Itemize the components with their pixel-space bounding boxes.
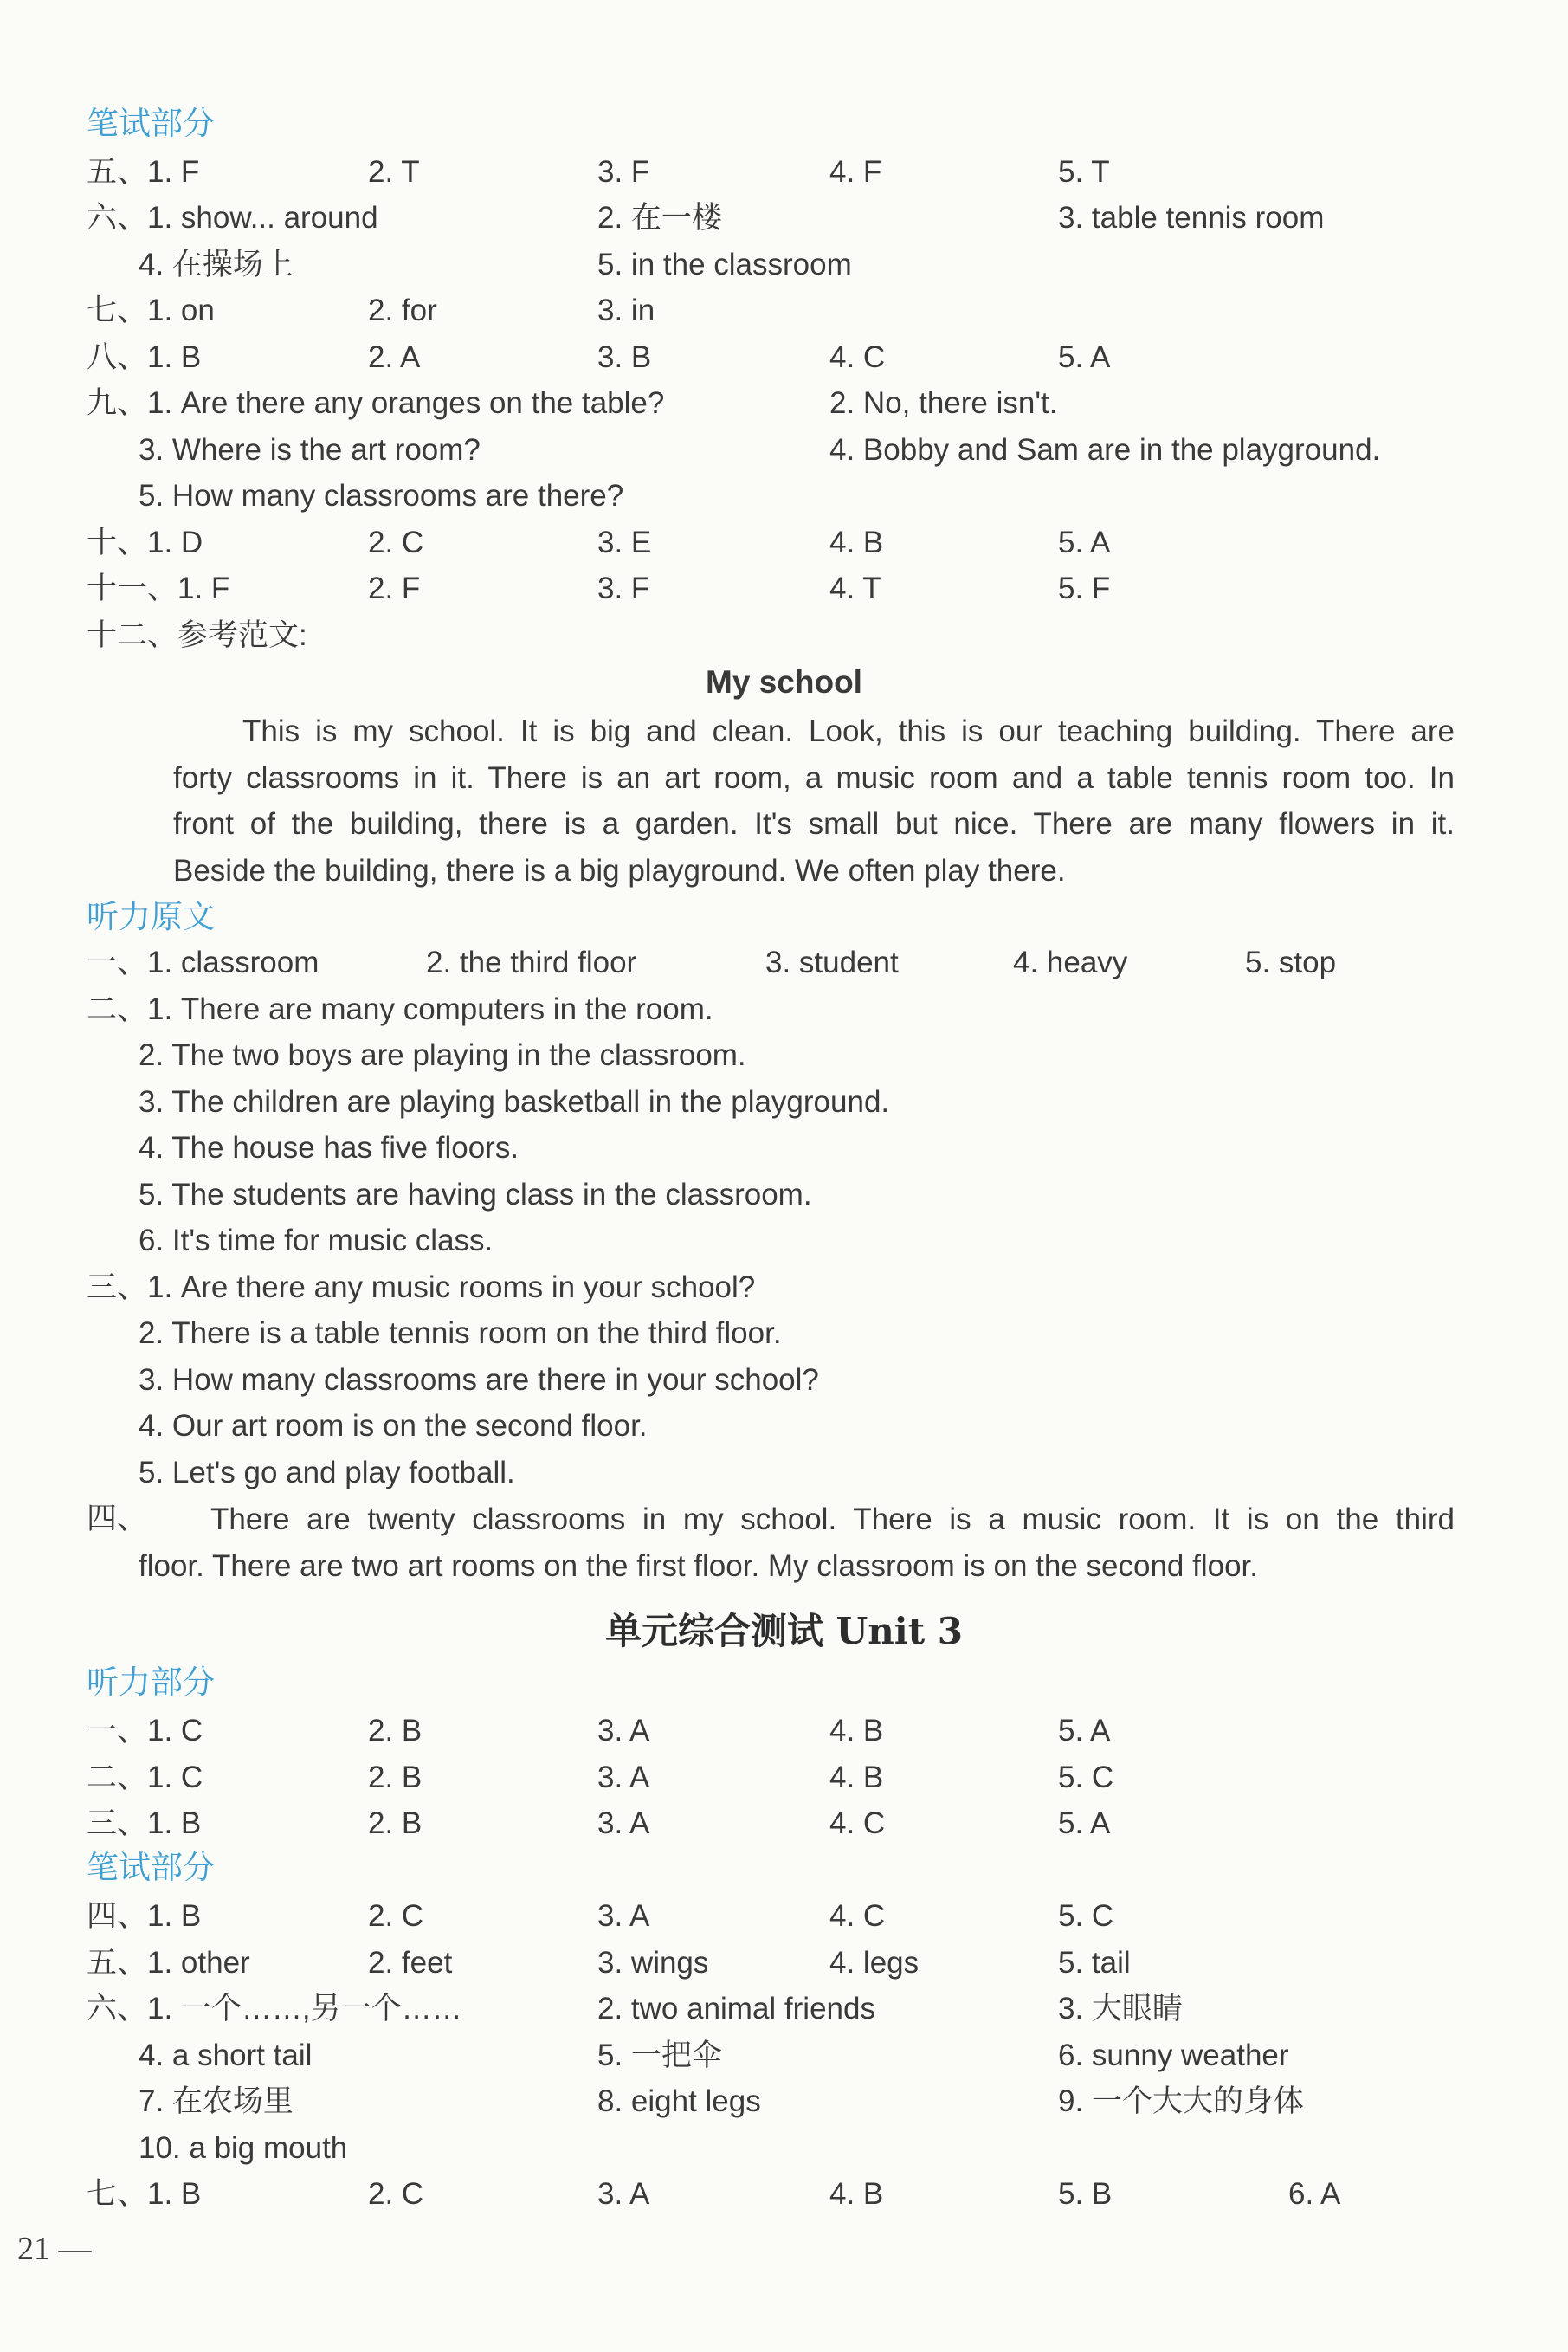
- answer-cell: 5. F: [1058, 572, 1111, 605]
- answer-cell: 4. B: [829, 2177, 884, 2211]
- answer-cell: 4. B: [829, 1761, 884, 1794]
- answer-cell: 2. T: [368, 155, 420, 189]
- answer-cell: 2. B: [368, 1714, 423, 1748]
- answer-cell: 一、1. C: [87, 1714, 203, 1748]
- answer-cell: 4. C: [829, 1899, 886, 1933]
- answer-cell: 4. legs: [829, 1946, 920, 1980]
- answer-cell: 3. A: [597, 1806, 650, 1840]
- answer-cell: 2. feet: [368, 1946, 453, 1980]
- answer-row-9c: 5. How many classrooms are there?: [139, 479, 624, 513]
- answer-cell: 四、1. B: [87, 1899, 202, 1933]
- answer-cell: 3. A: [597, 2177, 650, 2211]
- answer-cell: 2. C: [368, 526, 424, 559]
- listening-sentence: 5. The students are having class in the classroom.: [139, 1178, 812, 1212]
- answer-cell: 2. the third floor: [426, 946, 637, 979]
- listening-sentence: 5. Let's go and play football.: [139, 1456, 515, 1489]
- answer-cell: 5. C: [1058, 1761, 1114, 1794]
- answer-cell: 4. B: [829, 526, 884, 559]
- essay-line: front of the building, there is a garden. It's small but nice. There are many flowers in it.: [173, 807, 1455, 841]
- answer-cell: 2. B: [368, 1761, 423, 1794]
- answer-cell: 3. table tennis room: [1058, 201, 1325, 235]
- answer-cell: 5. C: [1058, 1899, 1114, 1933]
- essay-body: [173, 708, 1455, 894]
- answer-cell: 5. stop: [1245, 946, 1337, 979]
- section-listening-heading: 听力部分: [87, 1664, 215, 1701]
- answer-cell: 七、1. B: [87, 2177, 202, 2211]
- answer-cell: 4. 在操场上: [139, 248, 294, 281]
- answer-cell: 一、1. classroom: [87, 946, 319, 979]
- listening-four-passage: [139, 1496, 1455, 1589]
- listening-sentence: 2. The two boys are playing in the classroom.: [139, 1038, 746, 1072]
- answer-cell: 4. C: [829, 340, 886, 374]
- answer-cell: 5. in the classroom: [597, 248, 852, 281]
- answer-cell: 7. 在农场里: [139, 2084, 294, 2118]
- answer-cell: 3. in: [597, 294, 655, 327]
- answer-cell: 十、1. D: [87, 526, 203, 559]
- answer-cell: 十一、1. F: [87, 572, 230, 605]
- answer-cell: 3. F: [597, 572, 650, 605]
- listening-sentence: 三、1. Are there any music rooms in your school?: [87, 1270, 756, 1304]
- answer-cell: 5. A: [1058, 1714, 1111, 1748]
- answer-cell: 2. B: [368, 1806, 423, 1840]
- answer-cell: 六、1. 一个……,另一个……: [87, 1992, 462, 2026]
- listening-sentence: 二、1. There are many computers in the room.: [87, 992, 713, 1026]
- listening-sentence: 4. Our art room is on the second floor.: [139, 1409, 648, 1443]
- listening-sentence: 3. The children are playing basketball in the playground.: [139, 1085, 890, 1119]
- answer-row-12: 十二、参考范文:: [87, 618, 307, 652]
- answer-cell: 5. tail: [1058, 1946, 1131, 1980]
- listening-sentence: 3. How many classrooms are there in your school?: [139, 1363, 819, 1397]
- answer-cell: 3. E: [597, 526, 652, 559]
- answer-cell: 6. A: [1288, 2177, 1341, 2211]
- answer-cell: 4. C: [829, 1806, 886, 1840]
- page-number: 21 —: [17, 2231, 92, 2267]
- answer-cell: 2. for: [368, 294, 437, 327]
- answer-cell: 六、1. show... around: [87, 201, 378, 235]
- answer-cell: 3. A: [597, 1714, 650, 1748]
- answer-cell: 4. a short tail: [139, 2039, 313, 2072]
- answer-cell: 2. C: [368, 2177, 424, 2211]
- listening-four-label: 四、: [87, 1502, 148, 1535]
- section-written-heading-unit3: 笔试部分: [87, 1849, 215, 1886]
- answer-cell: 3. A: [597, 1761, 650, 1794]
- answer-cell: 5. 一把伞: [597, 2039, 722, 2072]
- section-written-heading: 笔试部分: [87, 105, 215, 142]
- answer-cell: 6. sunny weather: [1058, 2039, 1289, 2072]
- section-listening-text-heading: 听力原文: [87, 898, 215, 935]
- answer-cell: 3. A: [597, 1899, 650, 1933]
- answer-cell: 5. A: [1058, 526, 1111, 559]
- answer-cell: 九、1. Are there any oranges on the table?: [87, 386, 665, 420]
- passage-line: floor. There are two art rooms on the first floor. My classroom is on the second floor.: [139, 1548, 1258, 1583]
- listening-sentence: 4. The house has five floors.: [139, 1131, 519, 1165]
- essay-line: Beside the building, there is a big playground. We often play there.: [173, 853, 1066, 888]
- essay-line: This is my school. It is big and clean. Look, this is our teaching building. There are: [242, 714, 1455, 748]
- answer-cell: 八、1. B: [87, 340, 202, 374]
- answer-cell: 4. T: [829, 572, 881, 605]
- answer-cell: 二、1. C: [87, 1761, 203, 1794]
- unit-title: 单元综合测试 Unit 3: [605, 1610, 963, 1652]
- answer-cell: 2. 在一楼: [597, 201, 722, 235]
- answer-cell: 8. eight legs: [597, 2084, 761, 2118]
- answer-cell: 2. No, there isn't.: [829, 386, 1058, 420]
- answer-cell: 4. B: [829, 1714, 884, 1748]
- answer-cell: 七、1. on: [87, 294, 215, 327]
- answer-cell: 5. A: [1058, 1806, 1111, 1840]
- answer-cell: 2. F: [368, 572, 421, 605]
- answer-cell: 3. F: [597, 155, 650, 189]
- answer-cell: 4. Bobby and Sam are in the playground.: [829, 433, 1381, 467]
- answer-cell: 3. Where is the art room?: [139, 433, 481, 467]
- answer-cell: 三、1. B: [87, 1806, 202, 1840]
- listening-sentence: 6. It's time for music class.: [139, 1224, 494, 1257]
- answer-cell: 五、1. other: [87, 1946, 250, 1980]
- answer-cell: 5. B: [1058, 2177, 1113, 2211]
- listening-sentence: 2. There is a table tennis room on the third floor.: [139, 1316, 782, 1350]
- answer-cell: 3. wings: [597, 1946, 709, 1980]
- answer-cell: 2. two animal friends: [597, 1992, 875, 2026]
- answer-cell: 3. student: [765, 946, 899, 979]
- unit3-row-6d: 10. a big mouth: [139, 2131, 348, 2165]
- answer-cell: 2. A: [368, 340, 421, 374]
- essay-title: My school: [706, 664, 862, 700]
- answer-cell: 2. C: [368, 1899, 424, 1933]
- answer-cell: 5. T: [1058, 155, 1110, 189]
- answer-cell: 9. 一个大大的身体: [1058, 2084, 1304, 2118]
- answer-cell: 3. 大眼睛: [1058, 1992, 1183, 2026]
- essay-line: forty classrooms in it. There is an art room, a music room and a table tennis room too. In: [173, 760, 1455, 795]
- passage-line: There are twenty classrooms in my school. There is a music room. It is on the third: [210, 1502, 1455, 1536]
- answer-cell: 5. A: [1058, 340, 1111, 374]
- answer-cell: 3. B: [597, 340, 652, 374]
- answer-cell: 4. heavy: [1013, 946, 1128, 979]
- answer-cell: 4. F: [829, 155, 882, 189]
- answer-cell: 五、1. F: [87, 155, 200, 189]
